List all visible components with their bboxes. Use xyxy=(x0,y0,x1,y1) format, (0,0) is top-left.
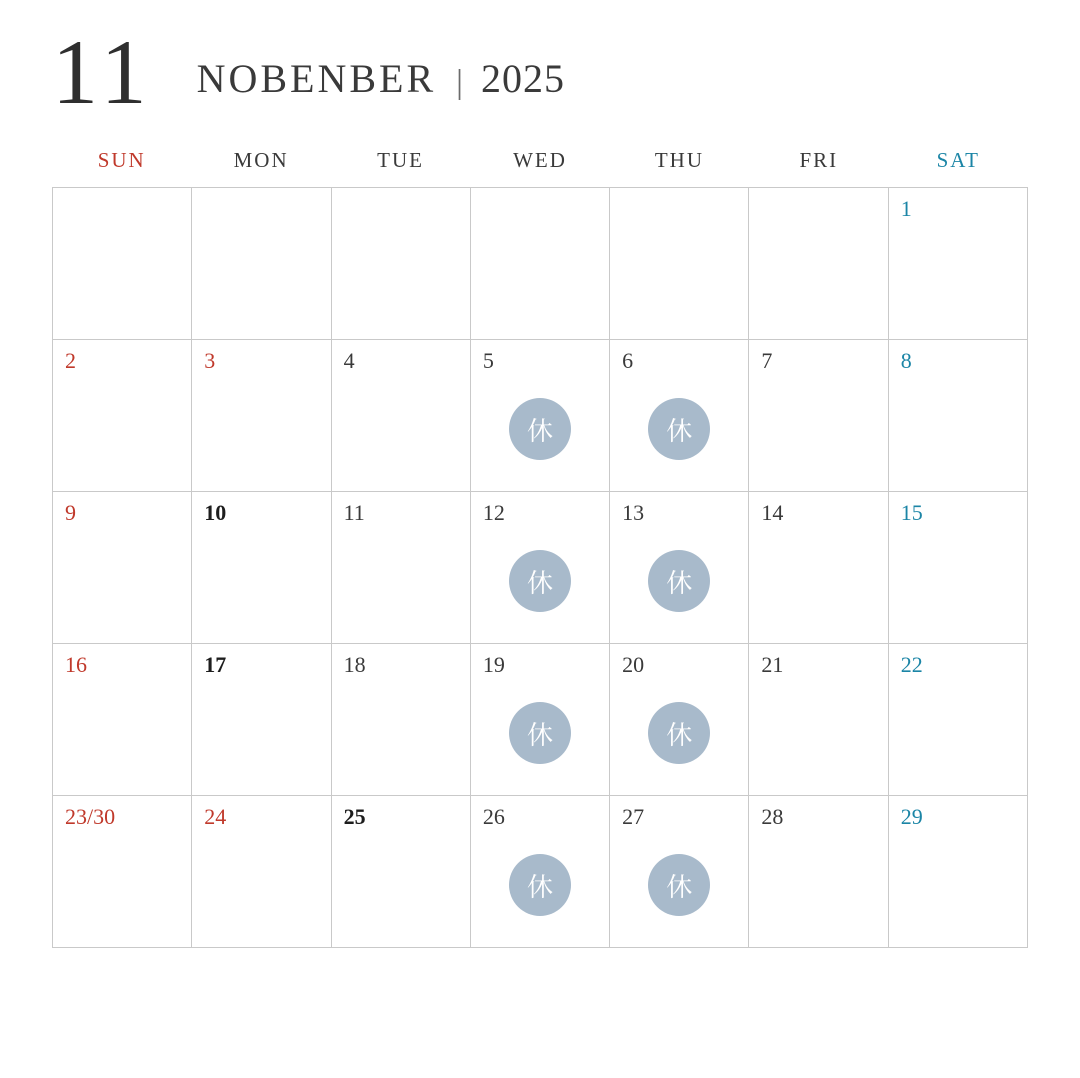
calendar-cell[interactable] xyxy=(749,644,888,796)
calendar-cell[interactable] xyxy=(471,796,610,948)
day-number: 6 xyxy=(622,348,634,373)
calendar-cell-empty xyxy=(192,188,331,340)
day-number: 10 xyxy=(204,500,227,525)
day-number: 14 xyxy=(761,500,784,525)
day-number: 11 xyxy=(343,500,365,525)
calendar-cell[interactable] xyxy=(610,644,749,796)
calendar-cell[interactable] xyxy=(889,796,1028,948)
calendar-cell-empty xyxy=(749,188,888,340)
day-number: 13 xyxy=(622,500,645,525)
calendar-cell[interactable] xyxy=(53,492,192,644)
calendar-cell-empty xyxy=(53,188,192,340)
weekday-wed: WED xyxy=(513,148,567,172)
weekday-tue: TUE xyxy=(377,148,424,172)
calendar-cell[interactable] xyxy=(192,644,331,796)
closed-day-badge: 休 xyxy=(509,702,571,764)
day-number: 25 xyxy=(343,804,366,829)
day-number: 12 xyxy=(482,500,505,525)
day-number: 3 xyxy=(204,348,216,373)
closed-day-badge: 休 xyxy=(509,854,571,916)
weekday-sat: SAT xyxy=(936,148,980,172)
calendar-cell[interactable] xyxy=(889,188,1028,340)
calendar-cell[interactable] xyxy=(749,340,888,492)
day-number: 18 xyxy=(343,652,366,677)
day-number: 15 xyxy=(900,500,923,525)
calendar-cell-empty xyxy=(471,188,610,340)
calendar-cell[interactable] xyxy=(610,796,749,948)
day-number: 21 xyxy=(761,652,784,677)
closed-day-badge: 休 xyxy=(648,702,710,764)
weekday-header-row xyxy=(52,148,1028,187)
month-name: NOBENBER xyxy=(196,56,437,101)
calendar-cell[interactable] xyxy=(332,492,471,644)
calendar-cell[interactable] xyxy=(332,340,471,492)
calendar-grid xyxy=(52,187,1028,948)
closed-day-badge: 休 xyxy=(648,550,710,612)
weekday-thu: THU xyxy=(654,148,704,172)
day-number: 1 xyxy=(900,196,912,221)
day-number: 22 xyxy=(900,652,923,677)
calendar-cell[interactable] xyxy=(471,492,610,644)
calendar-cell[interactable] xyxy=(192,492,331,644)
closed-day-badge: 休 xyxy=(648,398,710,460)
calendar-cell[interactable] xyxy=(889,644,1028,796)
header-separator: | xyxy=(456,64,463,101)
day-number: 8 xyxy=(900,348,912,373)
day-number: 27 xyxy=(622,804,645,829)
calendar-cell-empty xyxy=(610,188,749,340)
day-number: 20 xyxy=(622,652,645,677)
calendar-header xyxy=(0,0,1080,123)
weekday-sun: SUN xyxy=(97,148,146,172)
day-number: 28 xyxy=(761,804,784,829)
calendar-cell[interactable] xyxy=(332,796,471,948)
calendar-cell[interactable] xyxy=(610,492,749,644)
calendar-cell[interactable] xyxy=(53,340,192,492)
day-number: 24 xyxy=(204,804,227,829)
weekday-fri: FRI xyxy=(799,148,839,172)
day-number: 7 xyxy=(761,348,773,373)
month-number: 11 xyxy=(52,20,153,123)
calendar-cell[interactable] xyxy=(192,340,331,492)
calendar-cell[interactable] xyxy=(471,644,610,796)
day-number: 19 xyxy=(482,652,505,677)
calendar-cell[interactable] xyxy=(53,796,192,948)
day-number: 16 xyxy=(65,652,87,677)
calendar-cell[interactable] xyxy=(889,492,1028,644)
day-number: 17 xyxy=(204,652,227,677)
calendar-cell[interactable] xyxy=(749,492,888,644)
day-number: 26 xyxy=(482,804,505,829)
day-number: 2 xyxy=(65,348,76,373)
calendar-cell[interactable] xyxy=(53,644,192,796)
calendar-cell[interactable] xyxy=(192,796,331,948)
closed-day-badge: 休 xyxy=(648,854,710,916)
closed-day-badge: 休 xyxy=(509,550,571,612)
calendar-cell[interactable] xyxy=(749,796,888,948)
closed-day-badge: 休 xyxy=(509,398,571,460)
calendar-cell-empty xyxy=(332,188,471,340)
day-number: 5 xyxy=(482,348,494,373)
day-number: 9 xyxy=(65,500,76,525)
year-label: 2025 xyxy=(480,56,565,101)
day-number: 23/30 xyxy=(65,804,116,829)
calendar-cell[interactable] xyxy=(471,340,610,492)
weekday-mon: MON xyxy=(233,148,289,172)
calendar-cell[interactable] xyxy=(889,340,1028,492)
day-number: 4 xyxy=(343,348,355,373)
calendar-cell[interactable] xyxy=(610,340,749,492)
day-number: 29 xyxy=(900,804,923,829)
calendar-cell[interactable] xyxy=(332,644,471,796)
